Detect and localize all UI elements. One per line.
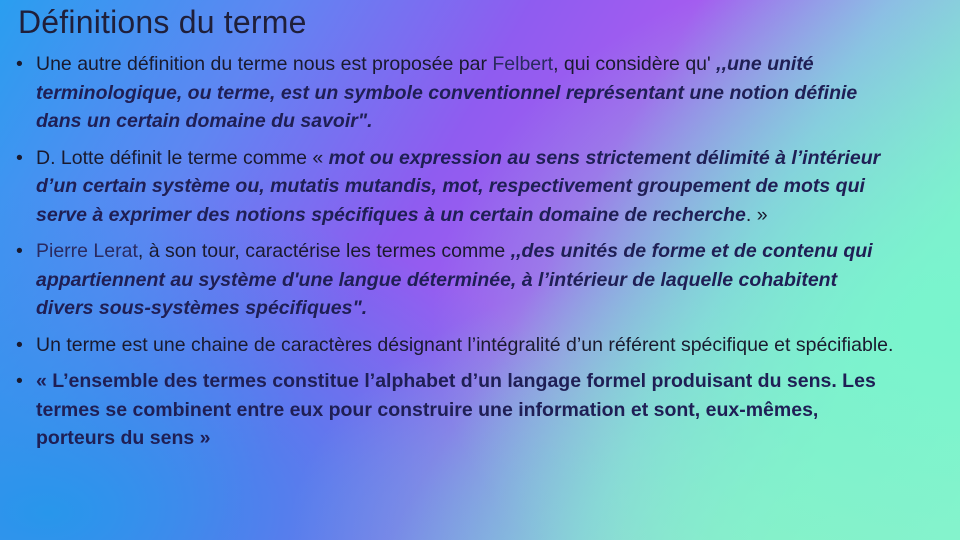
quotation: ,,des unités de forme et de contenu qui appartiennent au système d'une langue déterminée, à l’intérieur de laquelle cohabitent divers sous-systèmes spécifiques". [36,240,873,319]
bullet-text: . » [745,203,768,226]
bullet-lerat [16,237,896,323]
author-name: Pierre Lerat [36,240,138,262]
bullet-definition [16,331,896,360]
quotation: ,,une unité terminologique, ou terme, est un symbole conventionnel représentant une notion définie dans un certain domaine du savoir". [36,53,858,132]
quotation: mot ou expression au sens strictement délimité à l’intérieur d’un certain système ou, mutatis mutandis, mot, respectivement groupement de mots qui serve à exprimer des notions spécifiques à un certain domaine de recherche [36,146,881,226]
slide-title: Définitions du terme [18,4,307,40]
bullet-list [16,50,896,461]
bullet-ensemble [16,367,896,453]
bullet-felbert [16,50,896,136]
bullet-text: « L’ensemble des termes constitue l’alphabet d’un langage formel produisant du sens. Les termes se combinent entre eux pour construire une information et sont, eux-mêmes, porteurs du sens » [36,370,876,449]
bullet-text: , à son tour, caractérise les termes comme [137,240,511,262]
bullet-lotte [16,144,896,230]
author-name: Felbert [492,53,554,75]
bullet-text: D. Lotte définit le terme comme « [36,146,329,169]
bullet-text: , qui considère qu' [553,53,717,75]
bullet-text: Un terme est une chaine de caractères désignant l’intégralité d’un référent spécifique et spécifiable. [36,333,894,356]
bullet-text: Une autre définition du terme nous est proposée par [36,53,493,75]
